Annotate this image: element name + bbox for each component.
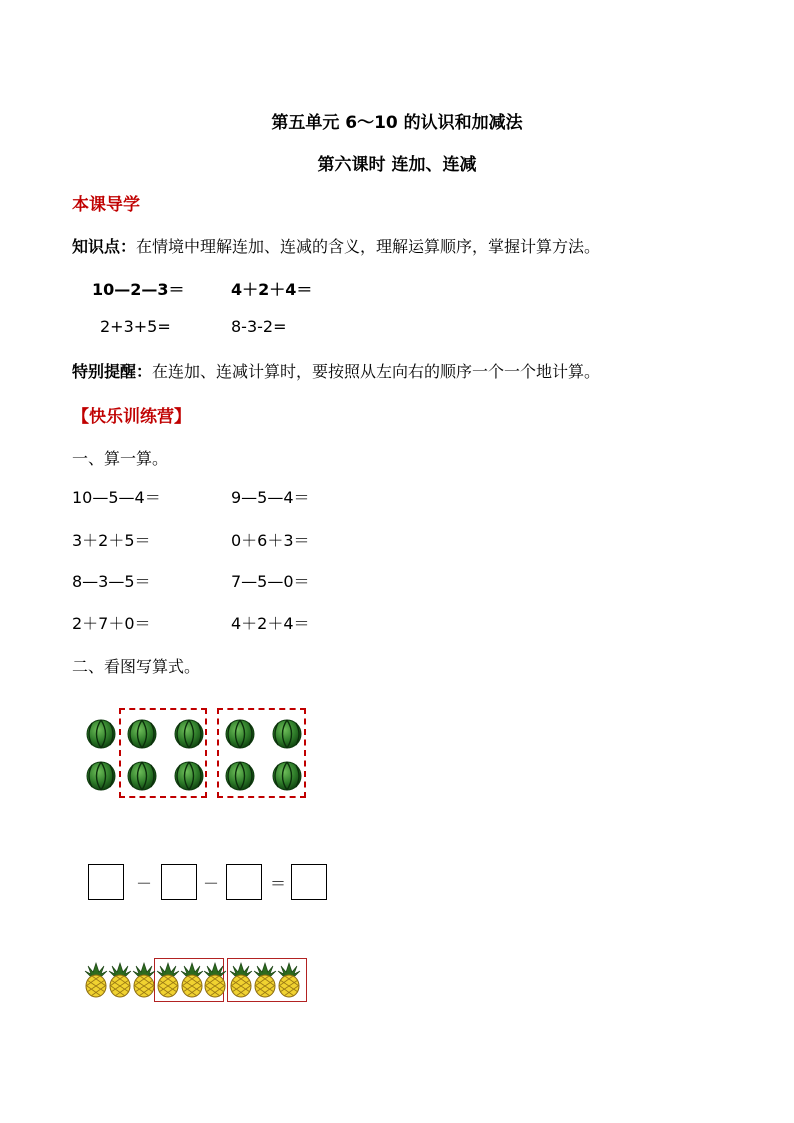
watermelon-icon: [127, 761, 157, 791]
pineapple-icon: [253, 962, 277, 998]
answer-box-2[interactable]: [161, 864, 197, 900]
pineapple-icon: [132, 962, 156, 998]
section-2-title: 二、看图写算式。: [72, 657, 201, 676]
watermelon-icon: [225, 719, 255, 749]
watermelon-icon: [174, 719, 204, 749]
exercise-4b: 4＋2＋4＝: [231, 614, 310, 633]
watermelon-icon: [174, 761, 204, 791]
knowledge-label: 知识点：: [72, 237, 137, 256]
pineapple-icon: [203, 962, 227, 998]
example-1: 10—2—3＝: [92, 280, 185, 299]
answer-box-4[interactable]: [291, 864, 327, 900]
watermelon-icon: [86, 719, 116, 749]
guide-heading: 本课导学: [72, 195, 140, 215]
exercise-3b: 7—5—0＝: [231, 572, 310, 591]
pineapple-icon: [180, 962, 204, 998]
pineapple-icon: [108, 962, 132, 998]
exercise-4a: 2＋7＋0＝: [72, 614, 151, 633]
exercise-2a: 3＋2＋5＝: [72, 531, 151, 550]
pineapple-icon: [229, 962, 253, 998]
pineapple-icon: [84, 962, 108, 998]
knowledge-text: 在情境中理解连加、连减的含义，理解运算顺序，掌握计算方法。: [136, 237, 601, 256]
equals-sign: ＝: [270, 874, 287, 893]
example-2: 4＋2＋4＝: [231, 280, 313, 299]
example-4: 8-3-2=: [231, 317, 287, 336]
example-3: 2+3+5=: [100, 317, 171, 336]
watermelon-icon: [127, 719, 157, 749]
pineapple-icon: [156, 962, 180, 998]
answer-box-3[interactable]: [226, 864, 262, 900]
camp-heading: 【快乐训练营】: [72, 407, 191, 427]
minus-sign-1: －: [136, 874, 153, 893]
exercise-3a: 8—3—5＝: [72, 572, 151, 591]
pineapple-icon: [277, 962, 301, 998]
knowledge-point: [72, 234, 600, 257]
exercise-2b: 0＋6＋3＝: [231, 531, 310, 550]
watermelon-icon: [272, 761, 302, 791]
section-1-title: 一、算一算。: [72, 449, 169, 468]
reminder-label: 特别提醒：: [72, 362, 153, 381]
answer-box-1[interactable]: [88, 864, 124, 900]
unit-title: 第五单元 6～10 的认识和加减法: [271, 113, 523, 133]
lesson-title: 第六课时 连加、连减: [317, 155, 477, 175]
special-reminder: [72, 359, 600, 382]
exercise-1a: 10—5—4＝: [72, 488, 161, 507]
watermelon-icon: [86, 761, 116, 791]
watermelon-icon: [272, 719, 302, 749]
watermelon-icon: [225, 761, 255, 791]
exercise-1b: 9—5—4＝: [231, 488, 310, 507]
reminder-text: 在连加、连减计算时，要按照从左向右的顺序一个一个地计算。: [152, 362, 601, 381]
minus-sign-2: －: [203, 874, 220, 893]
